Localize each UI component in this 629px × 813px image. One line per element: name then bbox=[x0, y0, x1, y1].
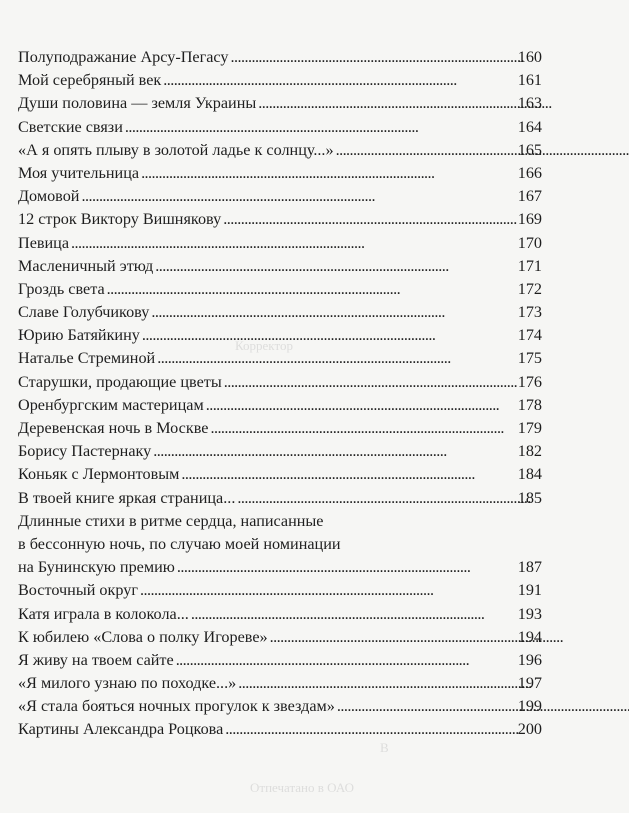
toc-entry bbox=[18, 278, 542, 301]
leader-dots bbox=[336, 139, 510, 162]
toc-entry-page: 166 bbox=[517, 163, 542, 182]
leader-dots bbox=[337, 695, 510, 718]
toc-entry bbox=[18, 579, 542, 602]
toc-entry-page: 175 bbox=[517, 349, 542, 368]
toc-entry bbox=[18, 394, 542, 417]
toc-entry-title: В твоей книге яркая страница... bbox=[18, 488, 236, 507]
table-of-contents bbox=[18, 46, 542, 742]
leader-dots bbox=[270, 626, 510, 649]
toc-entry bbox=[18, 371, 542, 394]
leader-dots bbox=[153, 440, 510, 463]
toc-entry-title: Я живу на твоем сайте bbox=[18, 650, 174, 669]
toc-entry-title: Души половина — земля Украины bbox=[18, 94, 257, 113]
toc-entry-page: 200 bbox=[517, 720, 542, 739]
show-through-text: В bbox=[380, 740, 389, 755]
leader-dots bbox=[142, 324, 510, 347]
toc-entry-title: Картины Александра Роцкова bbox=[18, 720, 224, 739]
toc-entry bbox=[18, 185, 542, 208]
toc-entry-title: К юбилею «Слова о полку Игореве» bbox=[18, 627, 268, 646]
leader-dots bbox=[107, 278, 510, 301]
toc-entry bbox=[18, 440, 542, 463]
toc-entry bbox=[18, 232, 542, 255]
toc-entry-title: Восточный округ bbox=[18, 581, 138, 600]
leader-dots bbox=[163, 69, 510, 92]
leader-dots bbox=[81, 185, 510, 208]
toc-entry-page: 199 bbox=[517, 697, 542, 716]
toc-entry-title: Певица bbox=[18, 233, 70, 252]
toc-entry-title: Деревенская ночь в Москве bbox=[18, 419, 209, 437]
toc-entry-page: 167 bbox=[517, 187, 542, 206]
toc-entry-title-line: Длинные стихи в ритме сердца, написанные bbox=[18, 511, 324, 530]
leader-dots bbox=[206, 394, 510, 417]
leader-dots bbox=[176, 649, 510, 672]
toc-entry-page: 170 bbox=[517, 233, 542, 252]
show-through-text: Отпечатано в ОАО bbox=[250, 780, 355, 795]
toc-entry-page: 185 bbox=[517, 488, 542, 507]
toc-entry bbox=[18, 301, 542, 324]
toc-entry-title: на Бунинскую премию bbox=[18, 558, 175, 577]
toc-entry-page: 194 bbox=[517, 627, 542, 646]
toc-entry-page: 176 bbox=[517, 372, 542, 391]
toc-entry bbox=[18, 255, 542, 278]
toc-entry bbox=[18, 417, 542, 440]
toc-entry-last-line bbox=[18, 556, 542, 579]
toc-entry-page: 196 bbox=[517, 650, 542, 669]
toc-entry bbox=[18, 139, 542, 162]
toc-entry-page: 164 bbox=[517, 117, 542, 136]
toc-entry-title: Масленичный этюд bbox=[18, 256, 154, 275]
toc-entry-multiline bbox=[18, 510, 542, 580]
toc-entry-page: 161 bbox=[517, 71, 542, 90]
show-through-text: Корректор bbox=[235, 338, 293, 353]
toc-entry-title: Юрию Батяйкину bbox=[18, 326, 140, 345]
leader-dots bbox=[224, 371, 510, 394]
toc-entry bbox=[18, 324, 542, 347]
toc-entry bbox=[18, 626, 542, 649]
toc-entry bbox=[18, 718, 542, 741]
toc-entry-title: Гроздь света bbox=[18, 279, 105, 298]
toc-entry-page: 163 bbox=[517, 94, 542, 113]
toc-entry-page: 187 bbox=[517, 558, 542, 577]
toc-entry bbox=[18, 672, 542, 695]
toc-entry bbox=[18, 463, 542, 486]
toc-entry-page: 193 bbox=[517, 604, 542, 623]
toc-entry-page: 172 bbox=[517, 279, 542, 298]
leader-dots bbox=[258, 92, 510, 115]
toc-entry-title: Старушки, продающие цветы bbox=[18, 372, 222, 391]
toc-entry-page: 160 bbox=[517, 48, 542, 66]
toc-entry-title: Славе Голубчикову bbox=[18, 303, 150, 322]
toc-entry-page: 165 bbox=[517, 140, 542, 159]
toc-entry-title: Светские связи bbox=[18, 117, 123, 136]
leader-dots bbox=[177, 556, 510, 579]
toc-entry bbox=[18, 649, 542, 672]
toc-entry bbox=[18, 69, 542, 92]
toc-entry bbox=[18, 46, 542, 69]
toc-entry bbox=[18, 116, 542, 139]
toc-entry bbox=[18, 162, 542, 185]
toc-entry-title: Борису Пастернаку bbox=[18, 442, 152, 461]
leader-dots bbox=[225, 718, 510, 741]
toc-entry-title: «А я опять плыву в золотой ладье к солнцу...» bbox=[18, 140, 334, 159]
leader-dots bbox=[157, 347, 510, 370]
toc-entry-title: Коньяк с Лермонтовым bbox=[18, 465, 180, 484]
toc-entry-title: Катя играла в колокола... bbox=[18, 604, 189, 623]
toc-entry-page: 182 bbox=[517, 442, 542, 461]
leader-dots bbox=[151, 301, 510, 324]
toc-entry-title: Наталье Стреминой bbox=[18, 349, 156, 368]
leader-dots bbox=[125, 116, 510, 139]
toc-entry-title: Мой серебряный век bbox=[18, 71, 162, 90]
leader-dots bbox=[210, 417, 510, 440]
toc-entry-page: 178 bbox=[517, 395, 542, 414]
leader-dots bbox=[155, 255, 510, 278]
toc-entry-page: 169 bbox=[517, 210, 542, 229]
toc-entry bbox=[18, 603, 542, 626]
toc-entry-page: 174 bbox=[517, 326, 542, 345]
toc-entry-page: 197 bbox=[517, 674, 542, 693]
leader-dots bbox=[230, 46, 510, 69]
toc-entry-title: «Я милого узнаю по походке...» bbox=[18, 674, 237, 693]
leader-dots bbox=[238, 672, 510, 695]
toc-entry bbox=[18, 487, 542, 510]
toc-entry-page: 184 bbox=[517, 465, 542, 484]
toc-entry bbox=[18, 347, 542, 370]
toc-entry-title-line: в бессонную ночь, по случаю моей номинации bbox=[18, 534, 341, 553]
leader-dots bbox=[141, 162, 510, 185]
leader-dots bbox=[237, 487, 510, 510]
toc-entry-page: 191 bbox=[517, 581, 542, 600]
toc-entry bbox=[18, 695, 542, 718]
leader-dots bbox=[223, 208, 510, 231]
leader-dots bbox=[140, 579, 510, 602]
toc-entry bbox=[18, 208, 542, 231]
toc-entry bbox=[18, 92, 542, 115]
leader-dots bbox=[181, 463, 510, 486]
toc-entry-page: 179 bbox=[517, 419, 542, 437]
toc-entry-title: Оренбургским мастерицам bbox=[18, 395, 204, 414]
leader-dots bbox=[71, 232, 510, 255]
leader-dots bbox=[191, 603, 510, 626]
toc-entry-page: 173 bbox=[517, 303, 542, 322]
toc-entry-title: Полуподражание Арсу-Пегасу bbox=[18, 48, 229, 66]
toc-entry-page: 171 bbox=[517, 256, 542, 275]
toc-entry-title: Домовой bbox=[18, 187, 80, 206]
toc-entry-title: Моя учительница bbox=[18, 163, 140, 182]
toc-entry-title: 12 строк Виктору Вишнякову bbox=[18, 210, 222, 229]
toc-entry-title: «Я стала бояться ночных прогулок к звездам» bbox=[18, 697, 335, 716]
